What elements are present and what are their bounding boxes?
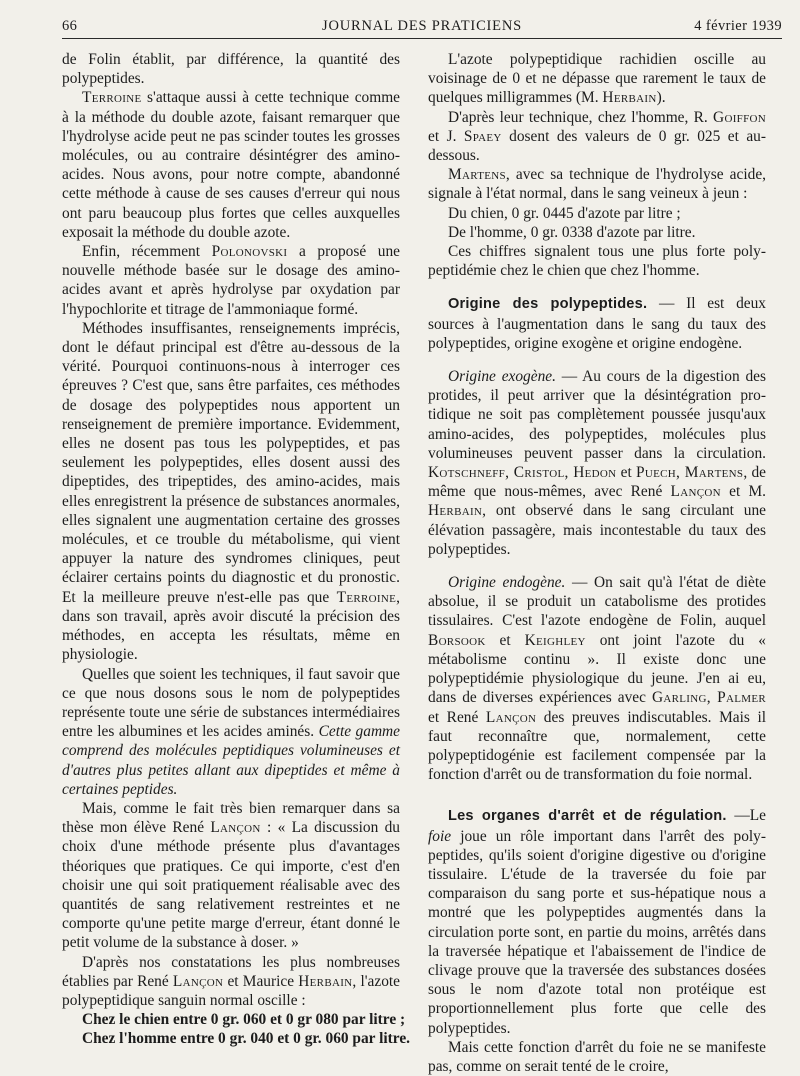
author-name: Kotschneff, Cristol, Hedon: [428, 464, 617, 482]
value-line-homme: De l'homme, 0 gr. 0338 d'azote par litre.: [448, 223, 696, 241]
right-column: [428, 50, 766, 1076]
page-number: 66: [62, 18, 78, 34]
subsection-heading: Origine endogène.: [448, 574, 566, 592]
author-name: Spaey: [463, 127, 502, 145]
paragraph-text: , ont observé dans le sang circulant une élévation passagère, mais incontestable du taux des polypeptides.: [428, 502, 766, 558]
paragraph-text: et M.: [720, 483, 766, 501]
paragraph-goiffon: [428, 108, 766, 166]
paragraph-rachidien: [428, 50, 766, 108]
paragraph-text: s'attaque aussi à cette technique comme à la méthode du double azote, faisant remarquer que l'hydrolyse acide peut ne pas scinder toutes les grosses molécules, ou au contraire désintégrer des amino-acides. Nous avons, pour notre compte, abandonné cette méthode à cause de ses causes d'erreur qui nous ont paru beaucoup plus fortes que celles auxquelles exposait la méthode du double azote.: [62, 89, 400, 241]
author-name: Lançon: [670, 483, 721, 501]
author-name: Polonovski: [211, 243, 288, 261]
author-name: Lançon: [485, 708, 537, 726]
value-line-chien: Du chien, 0 gr. 0445 d'azote par litre ;: [448, 204, 681, 222]
author-name: Borsook: [428, 631, 486, 649]
author-name: Terroine: [336, 588, 397, 606]
author-name: Lançon: [172, 972, 224, 990]
section-origine: [428, 294, 766, 353]
author-name: Keighley: [524, 631, 586, 649]
paragraph-text: Mais, comme le fait très bien remarquer dans sa thèse mon élève René: [62, 799, 400, 837]
section-heading: Origine des polypeptides.: [448, 296, 648, 313]
journal-title: JOURNAL DES PRATICIENS: [322, 18, 522, 34]
paragraph-text: Quelles que soient les techniques, il faut savoir que ce que nous dosons sous le nom de polypeptides représente toute une série de substances intermédiaires entre les albumines et les acides aminés.: [62, 665, 400, 741]
paragraph-text: — On sait qu'à l'état de diète absolue, il se produit un catabolisme des protides tissulaires. C'est l'azote endogène de Folin, auquel: [428, 574, 766, 630]
paragraph-text: , de même que nous-mêmes, avec René: [428, 464, 766, 501]
paragraph-text: — Au cours de la digestion des protides, il peut arriver que la désintégration protidique ne soit pas complètement poussée jusqu'aux amino-acides, des polypeptides, molécules plus volumineuses peuvent passer dans la circulation.: [428, 368, 767, 462]
author-name: Herbain: [602, 89, 657, 107]
paragraph-text: D'après nos constatations les plus nombreuses établies par René: [62, 953, 400, 990]
left-column: [62, 50, 410, 1049]
paragraph-text: et J.: [428, 127, 464, 145]
author-name: Goiffon: [713, 108, 766, 126]
paragraph-text: — Il est deux sources à l'augmentation dans le sang du taux des polypeptides, origine exogène et origine endogène.: [428, 295, 766, 352]
page-header: [62, 14, 782, 40]
paragraph-terroine: [62, 88, 400, 242]
paragraph-text: , dans son travail, après avoir discuté la précision des méthodes, en accepta les résultats, même en physiologie.: [62, 588, 400, 664]
paragraph-text: ont joint l'azote du « métabolisme continu ». Il existe donc une polypeptidémie physiologique du jeune. J'en ai eu, dans de diverses expériences avec: [428, 631, 766, 707]
author-name: Lançon: [210, 819, 261, 837]
paragraph-text: , l'azote polypeptidique sanguin normal oscille :: [62, 972, 400, 1009]
subsection-heading: Origine exogène.: [448, 368, 556, 386]
paragraph-lancon-quote: [62, 799, 400, 953]
italic-statement: Cette gamme comprend des molécules peptidiques volumineuses et d'autres plus petites allant aux dipeptides et même à certaines peptides.: [62, 723, 401, 798]
paragraph-text: dosent des valeurs de 0 gr. 025 et au-dessous.: [428, 127, 767, 165]
paragraph-martens: [428, 165, 766, 203]
paragraph-text: : « La discussion du choix d'une méthode présente plus d'avantages théoriques que pratiques. Ce qui importe, c'est d'en choisir une qui soit pratiquement réalisable avec des quantités de sang relativement restreintes et ne comporte qu'une petite marge d'erreur, étant donné le petit volume de la substance à doser. »: [62, 819, 401, 952]
author-name: Herbain: [298, 972, 353, 990]
paragraph-text: des preuves indiscutables. Mais il faut reconnaître que, normalement, cette polypeptidogénie est facilement compensée par la fonction d'arrêt ou de transformation du foie normal.: [428, 708, 767, 784]
paragraph-text: et René: [428, 708, 486, 726]
author-name: Puech, Martens: [636, 464, 744, 482]
value-line-homme: Chez l'homme entre 0 gr. 040 et 0 gr. 060 par litre.: [82, 1030, 410, 1048]
paragraph: de Folin établit, par différence, la quantité des polypeptides.: [62, 51, 400, 88]
header-rule: [62, 38, 782, 39]
author-name: Martens: [448, 166, 506, 184]
paragraph-methodes: [62, 319, 400, 665]
author-name: Terroine: [82, 89, 142, 107]
value-line-chien: Chez le chien entre 0 gr. 060 et 0 gr 080 par litre ;: [82, 1011, 406, 1029]
paragraph-text: ).: [656, 89, 666, 107]
paragraph-text: joue un rôle important dans l'arrêt des polypeptides, qu'ils soient d'origine digestive ou d'origine tissulaire. L'étude de la traversée du foie par comparaison du sang porte et sus-hépatique nous a montré que les polypeptides augmentés dans la circulation porte sont, en partie du moins, arrêtés dans la traversée hépatique et l'abaissement de l'indice de clivage prouve que la traversée des substances dosées sous le nom d'azote total non protéique est proportionnellement plus forte que celle des polypeptides.: [428, 827, 766, 1037]
paragraph-text: et: [616, 464, 637, 482]
paragraph-text: et: [485, 631, 525, 649]
section-heading: Les organes d'arrêt et de régulation.: [448, 808, 727, 825]
author-name: Herbain: [428, 502, 483, 520]
issue-date: 4 février 1939: [694, 18, 782, 34]
section-exogene: [428, 367, 766, 559]
section-endogene: [428, 573, 766, 784]
paragraph-text: Enfin, récemment: [82, 243, 212, 261]
paragraph-text: D'après leur technique, chez l'homme, R.: [448, 108, 714, 126]
section-regulation: [428, 806, 766, 1037]
paragraph-text: —Le: [726, 807, 766, 825]
paragraph-text: L'azote polypeptidique rachidien oscille au voisinage de 0 et ne dépasse que rarement le taux de quelques milligrammes (M.: [428, 51, 766, 107]
paragraph-techniques: [62, 665, 400, 799]
italic-term: foie: [428, 827, 452, 845]
paragraph-chiffres: Ces chiffres signalent tous une plus forte polypeptidémie chez le chien que chez l'homme.: [428, 243, 766, 280]
paragraph-text: et Maurice: [223, 972, 299, 990]
paragraph-text: a proposé une nouvelle méthode basée sur le dosage des amino-acides avant et après hydrolyse par oxydation par l'hypochlorite et titrage de l'ammoniaque formé.: [62, 243, 400, 318]
author-name: Garling, Palmer: [651, 689, 766, 707]
paragraph-last: Mais cette fonction d'arrêt du foie ne se manifeste pas, comme on serait tenté de le croire,: [428, 1038, 766, 1075]
paragraph-text: Méthodes insuffisantes, renseignements imprécis, dont le défaut principal est d'être au-dessous de la vérité. Pourquoi continuons-nous à interroger ces épreuves ? C'est que, sans être parfaites, ces méthodes de dosage des polypeptides nous apportent un renseignement de première importance. Evidemment, elles ne dosent pas tous les polypeptides, et pas seulement les polypeptides, elles dosent aussi des dipeptides, des tripeptides, des amino-acides, mais elles enregistrent la présence de substances anormales, elles signalent une augmentation certaine des grosses molécules, et ce trouble du métabolisme, qui vient appuyer la nature des syndromes cliniques, peut éclairer certains points du diagnostic et du pronostic. Et la meilleure preuve n'est-elle pas que: [62, 319, 400, 606]
paragraph-polonovski: [62, 242, 400, 319]
paragraph-constatations: [62, 953, 400, 1011]
paragraph-text: , avec sa technique de l'hydrolyse acide, signale à l'état normal, dans le sang veineux à jeun :: [428, 166, 766, 203]
